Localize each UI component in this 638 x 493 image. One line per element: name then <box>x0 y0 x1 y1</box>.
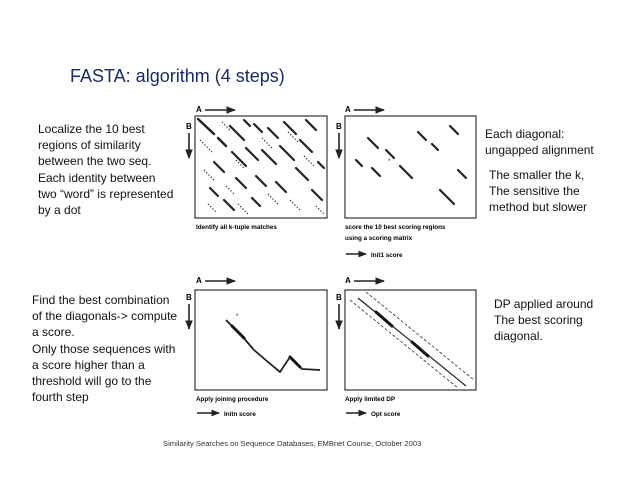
note-line: ungapped alignment <box>485 143 594 158</box>
dotplot-frame <box>195 290 327 390</box>
joined-path <box>226 320 320 372</box>
panel1-caption: Identify all k-tuple matches <box>196 224 277 231</box>
panel2-score: Init1 score <box>371 252 403 259</box>
panel2-caption-2: using a scoring matrix <box>345 235 413 242</box>
slide-footer: Similarity Searches on Sequence Databases, EMBnet Course, October 2003 <box>163 439 422 448</box>
dp-segment <box>412 342 428 356</box>
note-line: diagonal. <box>494 329 543 344</box>
dotplot-frame <box>345 290 476 390</box>
note-line: a score higher than a <box>32 357 145 372</box>
dp-band-edge <box>350 300 458 388</box>
axis-a-label: A <box>345 105 351 114</box>
note-line: two “word” is represented <box>38 186 174 201</box>
axis-a-label: A <box>196 105 202 114</box>
panel-limited-dp <box>336 276 476 418</box>
panel3-caption: Apply joining procedure <box>196 396 269 403</box>
note-line: method but slower <box>489 200 588 215</box>
note-line: Each identity between <box>38 170 156 185</box>
panel2-caption-1: score the 10 best scoring regions <box>345 224 446 231</box>
region-mark: * <box>236 314 239 320</box>
note-line: Only those sequences with <box>32 341 176 356</box>
panel4-score: Opt score <box>371 411 401 418</box>
panel4-caption: Apply limited DP <box>345 396 396 403</box>
note-line: DP applied around <box>494 297 594 311</box>
panel3-score: Initn score <box>224 411 256 418</box>
panel-joining <box>186 276 327 418</box>
note-line: Find the best combination <box>32 293 170 307</box>
note-line: The sensitive the <box>489 184 580 199</box>
axis-b-label: B <box>336 122 342 131</box>
note-line: threshold will go to the <box>32 374 152 389</box>
note-line: a score. <box>32 325 75 340</box>
note-line: Localize the 10 best <box>38 122 145 136</box>
panel-best-regions <box>336 105 476 259</box>
slide-title: FASTA: algorithm (4 steps) <box>70 66 285 86</box>
note-line: fourth step <box>32 390 89 405</box>
ktuple-segments <box>198 119 324 210</box>
joined-segment <box>232 326 244 338</box>
note-line: Each diagonal: <box>485 127 565 141</box>
note-line: of the diagonals-> compute <box>32 309 178 324</box>
axis-b-label: B <box>186 293 192 302</box>
axis-a-label: A <box>345 276 351 285</box>
note-line: between the two seq. <box>38 154 152 169</box>
joined-segment <box>290 357 300 367</box>
best-region-segments <box>356 126 466 204</box>
axis-b-label: B <box>186 122 192 131</box>
note-line: regions of similarity <box>38 138 141 153</box>
panel-ktuple <box>186 105 327 231</box>
axis-a-label: A <box>196 276 202 285</box>
dp-band-edge <box>366 292 474 380</box>
region-mark: * <box>388 159 391 165</box>
dp-segment <box>376 312 392 326</box>
axis-b-label: B <box>336 293 342 302</box>
note-line: The best scoring <box>494 313 583 328</box>
note-line: by a dot <box>38 203 81 218</box>
note-line: The smaller the k, <box>489 168 585 182</box>
